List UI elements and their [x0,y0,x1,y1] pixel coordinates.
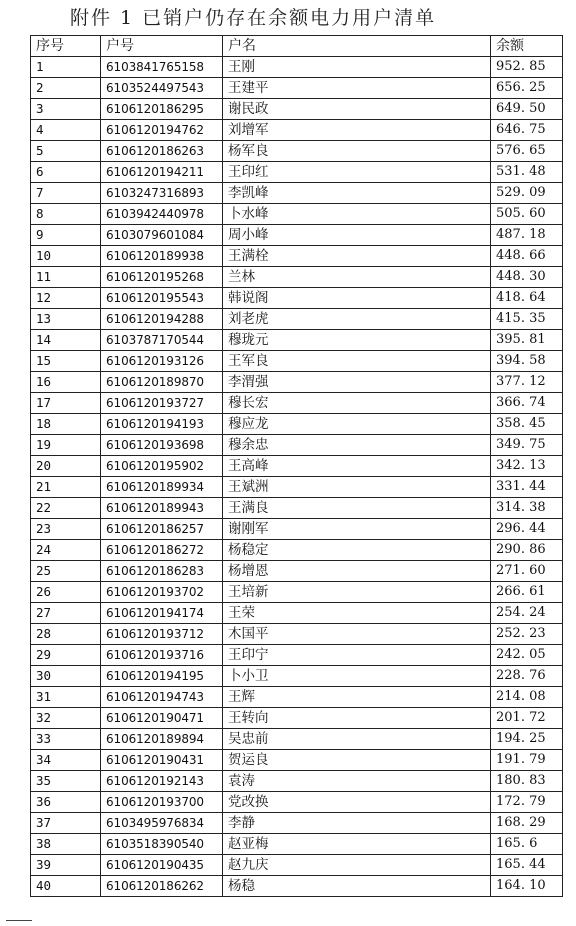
footer-rule [6,920,32,921]
cell-balance: 646. 75 [491,120,563,141]
cell-balance: 252. 23 [491,624,563,645]
cell-account-number: 6106120193712 [101,624,223,645]
cell-account-number: 6106120193702 [101,582,223,603]
cell-account-number: 6106120186272 [101,540,223,561]
table-body [31,57,563,897]
cell-account-name: 贺运良 [223,750,491,771]
cell-balance: 164. 10 [491,876,563,897]
cell-index: 28 [31,624,101,645]
cell-balance: 531. 48 [491,162,563,183]
cell-account-name: 王荣 [223,603,491,624]
table-row [31,813,563,834]
cell-index: 6 [31,162,101,183]
column-header-account-number: 户号 [101,36,223,57]
table-row [31,540,563,561]
cell-account-number: 6106120186295 [101,99,223,120]
cell-index: 14 [31,330,101,351]
cell-account-number: 6106120189870 [101,372,223,393]
cell-index: 34 [31,750,101,771]
cell-index: 19 [31,435,101,456]
cell-account-number: 6106120186263 [101,141,223,162]
cell-account-number: 6103079601084 [101,225,223,246]
cell-account-number: 6106120186283 [101,561,223,582]
cell-account-name: 杨军良 [223,141,491,162]
cell-balance: 377. 12 [491,372,563,393]
cell-account-name: 吴忠前 [223,729,491,750]
cell-account-name: 袁涛 [223,771,491,792]
cell-index: 12 [31,288,101,309]
cell-balance: 448. 66 [491,246,563,267]
table-row [31,393,563,414]
cell-index: 23 [31,519,101,540]
cell-account-name: 杨稳定 [223,540,491,561]
cell-account-number: 6103518390540 [101,834,223,855]
cell-index: 38 [31,834,101,855]
table-row [31,687,563,708]
table-row [31,330,563,351]
cell-index: 15 [31,351,101,372]
cell-account-name: 王培新 [223,582,491,603]
cell-account-number: 6106120190431 [101,750,223,771]
cell-index: 13 [31,309,101,330]
cell-account-name: 王满良 [223,498,491,519]
table-row [31,57,563,78]
cell-index: 10 [31,246,101,267]
cell-balance: 448. 30 [491,267,563,288]
cell-account-name: 王军良 [223,351,491,372]
cell-account-name: 王建平 [223,78,491,99]
table-row [31,456,563,477]
table-row [31,477,563,498]
cell-account-number: 6106120193700 [101,792,223,813]
cell-account-number: 6106120186257 [101,519,223,540]
cell-account-name: 李凯峰 [223,183,491,204]
cell-index: 35 [31,771,101,792]
cell-index: 9 [31,225,101,246]
table-row [31,792,563,813]
table-row [31,246,563,267]
cell-index: 3 [31,99,101,120]
cell-balance: 201. 72 [491,708,563,729]
table-row [31,267,563,288]
cell-account-number: 6106120194211 [101,162,223,183]
table-row [31,624,563,645]
cell-index: 4 [31,120,101,141]
cell-balance: 505. 60 [491,204,563,225]
table-row [31,750,563,771]
cell-balance: 487. 18 [491,225,563,246]
cell-index: 2 [31,78,101,99]
table-row [31,519,563,540]
table-row [31,183,563,204]
cell-account-name: 党改换 [223,792,491,813]
table-row [31,372,563,393]
cell-account-name: 赵亚梅 [223,834,491,855]
table-row [31,78,563,99]
cell-account-name: 穆应龙 [223,414,491,435]
cell-balance: 656. 25 [491,78,563,99]
cell-balance: 358. 45 [491,414,563,435]
cell-balance: 254. 24 [491,603,563,624]
cell-balance: 331. 44 [491,477,563,498]
cell-balance: 194. 25 [491,729,563,750]
cell-index: 31 [31,687,101,708]
table-row [31,666,563,687]
cell-index: 22 [31,498,101,519]
cell-account-number: 6106120189938 [101,246,223,267]
cell-balance: 290. 86 [491,540,563,561]
cell-account-number: 6106120189894 [101,729,223,750]
cell-account-name: 周小峰 [223,225,491,246]
cell-account-number: 6106120189934 [101,477,223,498]
cell-balance: 165. 44 [491,855,563,876]
document-title: 附件 1 已销户仍存在余额电力用户清单 [70,7,437,29]
cell-balance: 394. 58 [491,351,563,372]
cell-index: 30 [31,666,101,687]
cell-account-name: 王印红 [223,162,491,183]
cell-account-number: 6103495976834 [101,813,223,834]
table-row [31,834,563,855]
cell-balance: 366. 74 [491,393,563,414]
cell-balance: 165. 6 [491,834,563,855]
cell-account-number: 6106120195902 [101,456,223,477]
table-row [31,582,563,603]
cell-account-name: 王斌洲 [223,477,491,498]
cell-balance: 168. 29 [491,813,563,834]
cell-index: 40 [31,876,101,897]
cell-balance: 266. 61 [491,582,563,603]
cell-account-number: 6103787170544 [101,330,223,351]
cell-account-number: 6103942440978 [101,204,223,225]
table-row [31,225,563,246]
table-row [31,99,563,120]
cell-account-name: 韩说阁 [223,288,491,309]
account-balance-table [30,35,563,897]
cell-account-number: 6106120192143 [101,771,223,792]
table-row [31,729,563,750]
cell-balance: 180. 83 [491,771,563,792]
cell-account-name: 穆珑元 [223,330,491,351]
cell-account-name: 王刚 [223,57,491,78]
cell-account-number: 6106120190435 [101,855,223,876]
cell-index: 37 [31,813,101,834]
cell-account-number: 6106120194193 [101,414,223,435]
table-header-row [31,36,563,57]
cell-account-name: 穆余忠 [223,435,491,456]
table-row [31,162,563,183]
table-row [31,771,563,792]
cell-account-name: 李渭强 [223,372,491,393]
cell-index: 7 [31,183,101,204]
cell-index: 18 [31,414,101,435]
table-row [31,645,563,666]
table-row [31,855,563,876]
cell-index: 8 [31,204,101,225]
cell-balance: 296. 44 [491,519,563,540]
cell-account-number: 6106120194288 [101,309,223,330]
table-row [31,288,563,309]
table-row [31,120,563,141]
cell-balance: 576. 65 [491,141,563,162]
cell-account-name: 王转向 [223,708,491,729]
cell-account-name: 王满栓 [223,246,491,267]
cell-index: 5 [31,141,101,162]
table-row [31,204,563,225]
cell-account-name: 赵九庆 [223,855,491,876]
cell-balance: 952. 85 [491,57,563,78]
cell-account-number: 6106120193698 [101,435,223,456]
cell-balance: 271. 60 [491,561,563,582]
cell-account-name: 谢民政 [223,99,491,120]
cell-index: 26 [31,582,101,603]
cell-account-number: 6106120195268 [101,267,223,288]
cell-account-name: 刘老虎 [223,309,491,330]
cell-account-number: 6106120193716 [101,645,223,666]
cell-account-number: 6106120193727 [101,393,223,414]
cell-account-number: 6103524497543 [101,78,223,99]
cell-index: 36 [31,792,101,813]
cell-balance: 415. 35 [491,309,563,330]
table-row [31,561,563,582]
cell-account-name: 穆长宏 [223,393,491,414]
cell-index: 25 [31,561,101,582]
table-row [31,141,563,162]
cell-balance: 342. 13 [491,456,563,477]
cell-balance: 649. 50 [491,99,563,120]
cell-account-number: 6106120194174 [101,603,223,624]
cell-account-name: 兰林 [223,267,491,288]
table-row [31,435,563,456]
cell-index: 20 [31,456,101,477]
table-row [31,498,563,519]
cell-account-number: 6106120194195 [101,666,223,687]
column-header-account-name: 户名 [223,36,491,57]
cell-account-name: 王高峰 [223,456,491,477]
cell-balance: 349. 75 [491,435,563,456]
cell-index: 17 [31,393,101,414]
cell-account-name: 王印宁 [223,645,491,666]
cell-account-number: 6106120194762 [101,120,223,141]
cell-account-name: 卜小卫 [223,666,491,687]
table-row [31,351,563,372]
cell-balance: 214. 08 [491,687,563,708]
cell-account-name: 卜水峰 [223,204,491,225]
cell-account-number: 6106120189943 [101,498,223,519]
table-row [31,309,563,330]
cell-index: 11 [31,267,101,288]
cell-index: 33 [31,729,101,750]
cell-index: 1 [31,57,101,78]
cell-index: 21 [31,477,101,498]
cell-account-name: 李静 [223,813,491,834]
table-row [31,708,563,729]
cell-account-name: 杨增恩 [223,561,491,582]
cell-account-number: 6103841765158 [101,57,223,78]
cell-account-number: 6106120194743 [101,687,223,708]
table-row [31,603,563,624]
cell-account-number: 6106120186262 [101,876,223,897]
cell-account-number: 6103247316893 [101,183,223,204]
cell-balance: 395. 81 [491,330,563,351]
table-row [31,414,563,435]
cell-account-name: 杨稳 [223,876,491,897]
cell-balance: 418. 64 [491,288,563,309]
cell-index: 39 [31,855,101,876]
cell-account-number: 6106120195543 [101,288,223,309]
cell-balance: 191. 79 [491,750,563,771]
cell-index: 27 [31,603,101,624]
cell-balance: 242. 05 [491,645,563,666]
cell-account-name: 谢刚军 [223,519,491,540]
cell-balance: 529. 09 [491,183,563,204]
cell-index: 16 [31,372,101,393]
cell-account-name: 刘增军 [223,120,491,141]
cell-balance: 228. 76 [491,666,563,687]
cell-index: 29 [31,645,101,666]
cell-account-name: 王辉 [223,687,491,708]
cell-index: 32 [31,708,101,729]
cell-balance: 314. 38 [491,498,563,519]
table-row [31,876,563,897]
column-header-balance: 余额 [491,36,563,57]
cell-account-name: 木国平 [223,624,491,645]
cell-account-number: 6106120190471 [101,708,223,729]
cell-account-number: 6106120193126 [101,351,223,372]
cell-balance: 172. 79 [491,792,563,813]
column-header-index: 序号 [31,36,101,57]
cell-index: 24 [31,540,101,561]
